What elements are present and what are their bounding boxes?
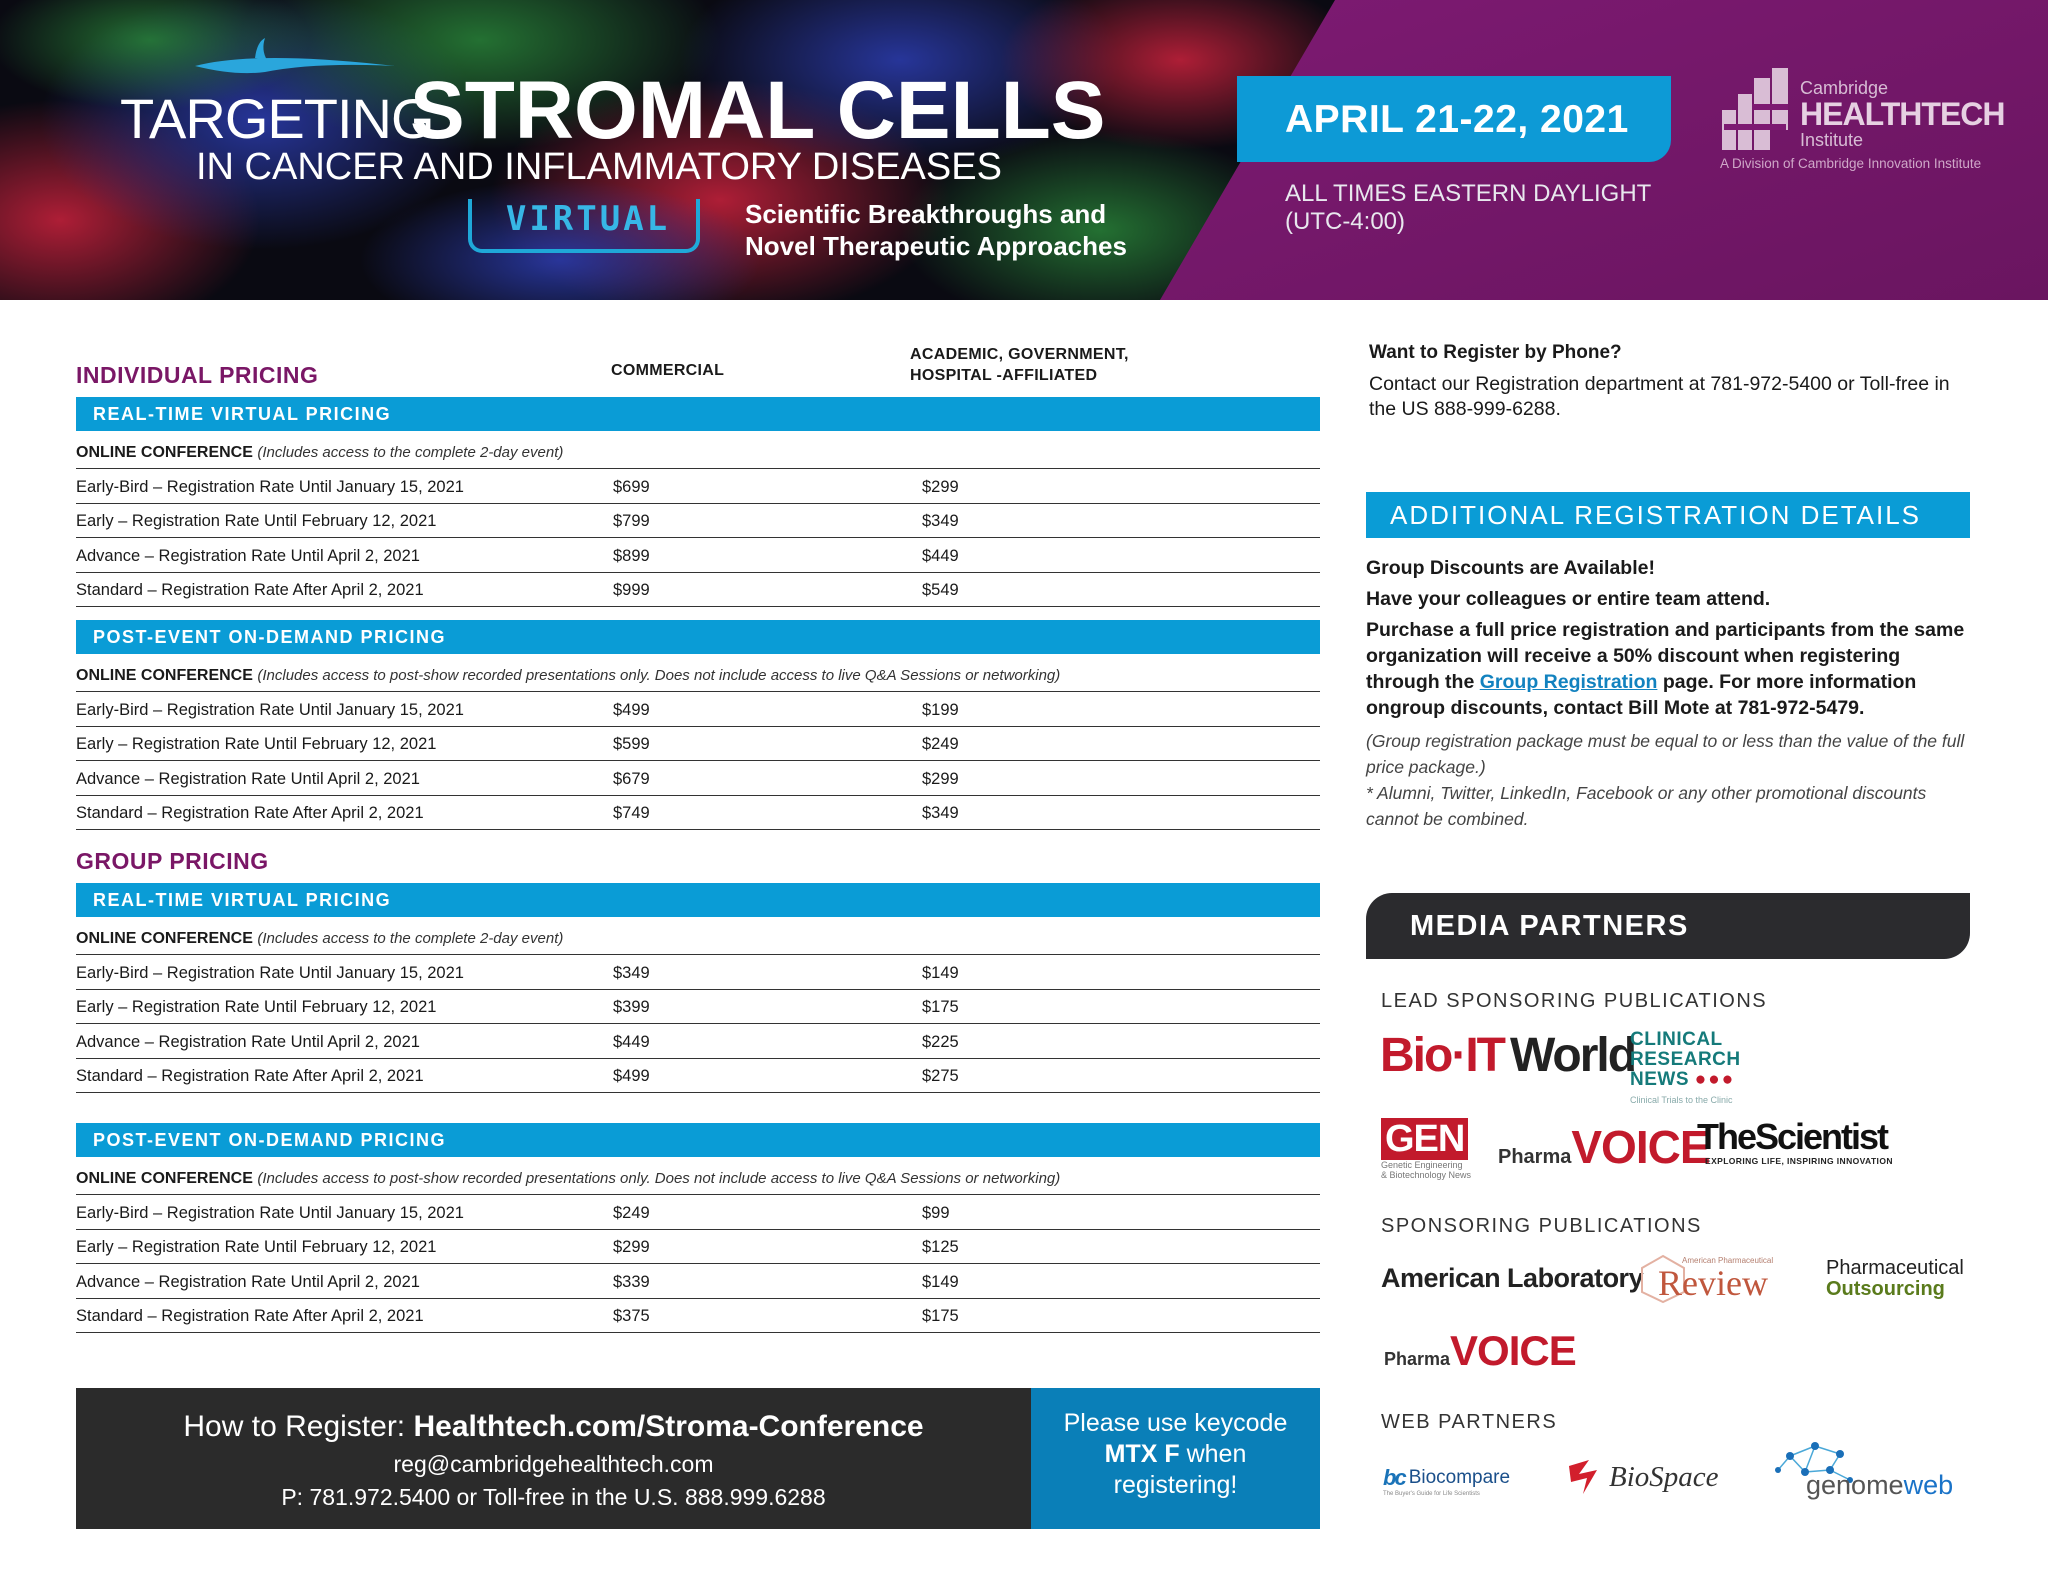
biocompare-logo <box>1383 1465 1510 1497</box>
register-url[interactable]: Healthtech.com/Stroma-Conference <box>413 1410 924 1443</box>
po-2: Outsourcing <box>1826 1278 1945 1300</box>
org-division: A Division of Cambridge Innovation Institute <box>1720 156 1982 171</box>
lead-sponsoring-label: LEAD SPONSORING PUBLICATIONS <box>1381 990 1768 1012</box>
register-phone: P: 781.972.5400 or Toll-free in the U.S. 888.999.6288 <box>281 1484 826 1510</box>
table-row <box>76 956 1320 990</box>
price-commercial: $699 <box>613 478 650 496</box>
title-prefix: TARGETING <box>120 87 434 150</box>
price-commercial: $899 <box>613 546 650 565</box>
media-partners-bar: MEDIA PARTNERS <box>1366 893 1970 959</box>
rate-label: Standard – Registration Rate After April 2, 2021 <box>76 1307 424 1326</box>
price-commercial: $499 <box>613 1067 650 1086</box>
rate-label: Standard – Registration Rate After April 2, 2021 <box>76 1067 424 1086</box>
rate-label: Advance – Registration Rate Until April 2, 2021 <box>76 769 420 788</box>
price-commercial: $449 <box>613 1032 650 1051</box>
table-row <box>76 1025 1320 1059</box>
price-academic: $199 <box>922 701 959 719</box>
price-commercial: $999 <box>613 581 650 600</box>
price-commercial: $375 <box>613 1307 650 1326</box>
price-academic: $299 <box>922 478 959 496</box>
phone-heading: Want to Register by Phone? <box>1369 342 1622 363</box>
bs-main: BioSpace <box>1609 1460 1719 1493</box>
keycode-when: when <box>1179 1440 1247 1468</box>
online-conference-note: (Includes access to the complete 2-day event) <box>257 930 564 947</box>
price-academic: $299 <box>922 769 959 788</box>
bar-individual-ondemand: POST-EVENT ON-DEMAND PRICING <box>76 620 1320 654</box>
gw-genome: genome <box>1806 1470 1904 1500</box>
tagline-line1: Scientific Breakthroughs and <box>745 199 1107 229</box>
gen-tag2: & Biotechnology News <box>1381 1170 1472 1180</box>
price-academic: $149 <box>922 1272 959 1291</box>
group-registration-link[interactable]: Group Registration <box>1479 671 1658 693</box>
keycode-line3: registering! <box>1113 1471 1238 1499</box>
table-row <box>76 990 1320 1024</box>
note-group-ondemand <box>76 1162 1320 1195</box>
price-commercial: $499 <box>613 701 650 719</box>
clinical-research-news-logo: CLINICAL RESEARCH NEWS ●●● Clinical Trials to the Clinic <box>1630 1030 1741 1110</box>
how-to-register <box>76 1388 1031 1529</box>
header-banner <box>0 0 2048 300</box>
biospace-logo <box>1565 1456 1719 1498</box>
price-academic: $349 <box>922 512 959 531</box>
table-row <box>76 1265 1320 1299</box>
table-row <box>76 573 1320 607</box>
group-pricing-title: GROUP PRICING <box>76 848 269 874</box>
gen-logo <box>1381 1118 1471 1180</box>
tagline <box>745 198 1185 262</box>
rate-label: Early – Registration Rate Until February 12, 2021 <box>76 1238 437 1257</box>
org-healthtech: HEALTHTECH <box>1800 96 2005 132</box>
gen-tag1: Genetic Engineering <box>1381 1160 1463 1170</box>
rate-label: Early-Bird – Registration Rate Until January 15, 2021 <box>76 478 464 496</box>
sponsoring-label: SPONSORING PUBLICATIONS <box>1381 1215 1702 1237</box>
note-individual-ondemand <box>76 659 1320 692</box>
col-academic <box>910 344 1129 386</box>
price-commercial: $749 <box>613 804 650 823</box>
keycode-line2 <box>1031 1439 1320 1470</box>
table-row <box>76 504 1320 538</box>
table-row <box>76 796 1320 830</box>
price-academic: $275 <box>922 1067 959 1086</box>
table-row <box>76 1230 1320 1264</box>
virtual-label: VIRTUAL <box>505 199 671 239</box>
col-academic-line2: HOSPITAL -AFFILIATED <box>910 367 1098 384</box>
web-partners-label: WEB PARTNERS <box>1381 1411 1558 1433</box>
pv-pharma: Pharma <box>1498 1146 1572 1168</box>
timezone-line1: ALL TIMES EASTERN DAYLIGHT <box>1285 180 1652 207</box>
pharmavoice-logo <box>1498 1122 1710 1184</box>
ts-tag: EXPLORING LIFE, INSPIRING INNOVATION <box>1705 1156 1893 1166</box>
register-url-line <box>76 1410 1031 1444</box>
price-academic: $449 <box>922 546 959 565</box>
american-laboratory-logo: American Laboratory <box>1381 1263 1644 1293</box>
note-individual-realtime <box>76 436 1320 469</box>
bioit-world: World <box>1509 1029 1636 1082</box>
price-academic: $149 <box>922 964 959 982</box>
group-note-2: * Alumni, Twitter, LinkedIn, Facebook or any other promotional discounts cannot be combined. <box>1366 783 1927 829</box>
rate-label: Advance – Registration Rate Until April 2, 2021 <box>76 1272 420 1291</box>
price-academic: $549 <box>922 581 959 600</box>
group-note-1: (Group registration package must be equal to or less than the value of the full price package.) <box>1366 731 1965 777</box>
swoosh-icon <box>195 36 395 86</box>
price-commercial: $799 <box>613 512 650 531</box>
bar-group-ondemand: POST-EVENT ON-DEMAND PRICING <box>76 1123 1320 1157</box>
keycode-box <box>1031 1388 1320 1529</box>
online-conference-label: ONLINE CONFERENCE <box>76 1170 253 1187</box>
apr-tag: American Pharmaceutical <box>1682 1256 1774 1265</box>
group-discount-headline: Group Discounts are Available! <box>1366 557 1655 579</box>
bc-main: Biocompare <box>1408 1467 1511 1488</box>
bar-group-realtime: REAL-TIME VIRTUAL PRICING <box>76 883 1320 917</box>
table-row <box>76 539 1320 573</box>
col-commercial: COMMERCIAL <box>611 362 725 379</box>
online-conference-note: (Includes access to the complete 2-day event) <box>257 444 564 461</box>
rate-label: Early – Registration Rate Until February 12, 2021 <box>76 998 437 1017</box>
phone-text: Contact our Registration department at 781-972-5400 or Toll-free in the US 888-999-6288. <box>1369 373 1950 420</box>
pharmavoice-logo-2 <box>1384 1326 1576 1386</box>
bioit-it: IT <box>1465 1029 1504 1082</box>
gw-web: web <box>1903 1470 1954 1500</box>
ts-main: TheScientist <box>1697 1116 1888 1157</box>
col-academic-line1: ACADEMIC, GOVERNMENT, <box>910 346 1129 363</box>
price-academic: $175 <box>922 998 959 1017</box>
bc-icon: bc <box>1383 1465 1405 1490</box>
rate-label: Standard – Registration Rate After April 2, 2021 <box>76 804 424 823</box>
title-main: STROMAL CELLS <box>410 65 1106 156</box>
rate-label: Early – Registration Rate Until February 12, 2021 <box>76 735 437 754</box>
group-discount-subline: Have your colleagues or entire team attend. <box>1366 588 1771 610</box>
individual-pricing-title: INDIVIDUAL PRICING <box>76 362 319 388</box>
the-scientist-logo <box>1697 1118 1893 1166</box>
table-row <box>76 762 1320 796</box>
price-commercial: $399 <box>613 998 650 1017</box>
rate-label: Standard – Registration Rate After April 2, 2021 <box>76 581 424 600</box>
price-commercial: $249 <box>613 1204 650 1222</box>
american-pharmaceutical-review-logo <box>1640 1254 1790 1304</box>
bar-individual-realtime: REAL-TIME VIRTUAL PRICING <box>76 397 1320 431</box>
title-subtitle: IN CANCER AND INFLAMMATORY DISEASES <box>196 146 1002 188</box>
rate-label: Advance – Registration Rate Until April 2, 2021 <box>76 1032 420 1051</box>
table-row <box>76 1196 1320 1230</box>
crn-2: RESEARCH <box>1630 1049 1741 1070</box>
price-academic: $349 <box>922 804 959 823</box>
rate-label: Early-Bird – Registration Rate Until January 15, 2021 <box>76 701 464 719</box>
bc-tag: The Buyer's Guide for Life Scientists <box>1383 1491 1480 1497</box>
pv-voice: VOICE <box>1571 1121 1710 1173</box>
price-commercial: $299 <box>613 1238 650 1257</box>
note-group-realtime <box>76 922 1320 955</box>
keycode-line1: Please use keycode <box>1063 1409 1288 1437</box>
group-discount-paragraph <box>1366 617 1976 721</box>
crn-tag: Clinical Trials to the Clinic <box>1630 1095 1733 1105</box>
timezone-note <box>1285 180 1705 236</box>
price-commercial: $599 <box>613 735 650 754</box>
price-academic: $125 <box>922 1238 959 1257</box>
crn-1: CLINICAL <box>1630 1029 1723 1050</box>
rate-label: Early-Bird – Registration Rate Until January 15, 2021 <box>76 964 464 982</box>
keycode: MTX F <box>1104 1440 1180 1468</box>
table-row <box>76 693 1320 727</box>
biospace-icon <box>1565 1456 1607 1498</box>
online-conference-note: (Includes access to post-show recorded presentations only. Does not include access to live Q&A Sessions or networking) <box>257 1170 1061 1187</box>
org-cambridge: Cambridge <box>1800 78 1889 98</box>
price-academic: $225 <box>922 1032 959 1051</box>
price-academic: $175 <box>922 1307 959 1326</box>
online-conference-label: ONLINE CONFERENCE <box>76 667 253 684</box>
tagline-line2: Novel Therapeutic Approaches <box>745 231 1127 261</box>
additional-details-bar: ADDITIONAL REGISTRATION DETAILS <box>1366 492 1970 538</box>
online-conference-label: ONLINE CONFERENCE <box>76 930 253 947</box>
chi-building-icon <box>1722 68 1788 150</box>
pharmaceutical-outsourcing-logo <box>1826 1258 1964 1300</box>
bioit-bio: Bio <box>1380 1029 1452 1082</box>
event-date: APRIL 21-22, 2021 <box>1285 98 1629 141</box>
price-academic: $99 <box>922 1204 950 1222</box>
table-row <box>76 470 1320 504</box>
gen-main: GEN <box>1381 1118 1468 1160</box>
price-commercial: $679 <box>613 769 650 788</box>
online-conference-label: ONLINE CONFERENCE <box>76 444 253 461</box>
rate-label: Early-Bird – Registration Rate Until January 15, 2021 <box>76 1204 464 1222</box>
register-email[interactable]: reg@cambridgehealthtech.com <box>393 1451 714 1477</box>
paragraph-post: page. For more information ongroup discounts, contact Bill Mote at 781-972-5479. <box>1366 671 1917 719</box>
crn-3: NEWS <box>1630 1069 1689 1090</box>
table-row <box>76 1299 1320 1333</box>
genomeweb-logo <box>1770 1436 1970 1502</box>
org-institute: Institute <box>1800 130 1864 150</box>
price-commercial: $339 <box>613 1272 650 1291</box>
bioit-world-logo: Bio·IT World <box>1380 1029 1636 1082</box>
pv-pharma: Pharma <box>1384 1349 1451 1369</box>
pv-voice: VOICE <box>1450 1327 1576 1374</box>
online-conference-note: (Includes access to post-show recorded presentations only. Does not include access to live Q&A Sessions or networking) <box>257 667 1061 684</box>
price-commercial: $349 <box>613 964 650 982</box>
timezone-line2: (UTC-4:00) <box>1285 208 1406 235</box>
rate-label: Advance – Registration Rate Until April 2, 2021 <box>76 546 420 565</box>
paragraph-pre: Purchase a full price registration and participants from the same organization will receive a 50% discount when registering through the <box>1366 619 1965 693</box>
price-academic: $249 <box>922 735 959 754</box>
rate-label: Early – Registration Rate Until February 12, 2021 <box>76 512 437 531</box>
table-row <box>76 1059 1320 1093</box>
po-1: Pharmaceutical <box>1826 1257 1964 1279</box>
apr-main: Review <box>1658 1263 1768 1303</box>
table-row <box>76 727 1320 761</box>
register-prefix: How to Register: <box>183 1410 414 1443</box>
